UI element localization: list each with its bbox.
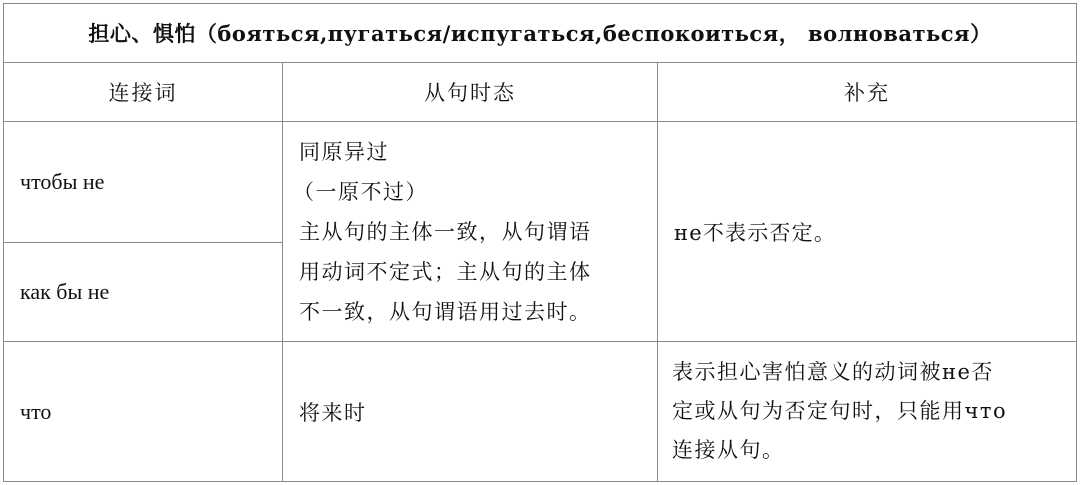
- conjunction-cell: как бы не: [4, 243, 283, 342]
- conjunction-cell: чтобы не: [4, 122, 283, 243]
- supplement-cell: [658, 342, 1077, 482]
- conjunction-cell: что: [4, 342, 283, 482]
- supplement-line: 定或从句为否定句时，只能用что: [672, 399, 1008, 423]
- tense-line: 不一致，从句谓语用过去时。: [299, 299, 592, 324]
- table-title: 担心、惧怕（бояться,пугаться/испугаться,беспокоиться， волноваться）: [4, 4, 1077, 63]
- tense-line: 用动词不定式；主从句的主体: [299, 259, 592, 284]
- tense-line: 同原异过: [299, 139, 389, 164]
- tense-line: 主从句的主体一致，从句谓语: [299, 219, 592, 244]
- conjunction-table: [3, 3, 1077, 482]
- table-row: [4, 342, 1077, 482]
- table-row: [4, 122, 1077, 243]
- header-clause-tense: 从句时态: [283, 63, 658, 122]
- tense-line: （一原不过）: [293, 179, 428, 204]
- supplement-line: 表示担心害怕意义的动词被не否: [672, 360, 994, 384]
- supplement-line: 连接从句。: [672, 438, 785, 462]
- supplement-cell-merged: не不表示否定。: [658, 122, 1077, 342]
- tense-cell: 将来时: [283, 342, 658, 482]
- tense-cell-merged: [283, 122, 658, 342]
- header-conjunction: 连接词: [4, 63, 283, 122]
- header-supplement: 补充: [658, 63, 1077, 122]
